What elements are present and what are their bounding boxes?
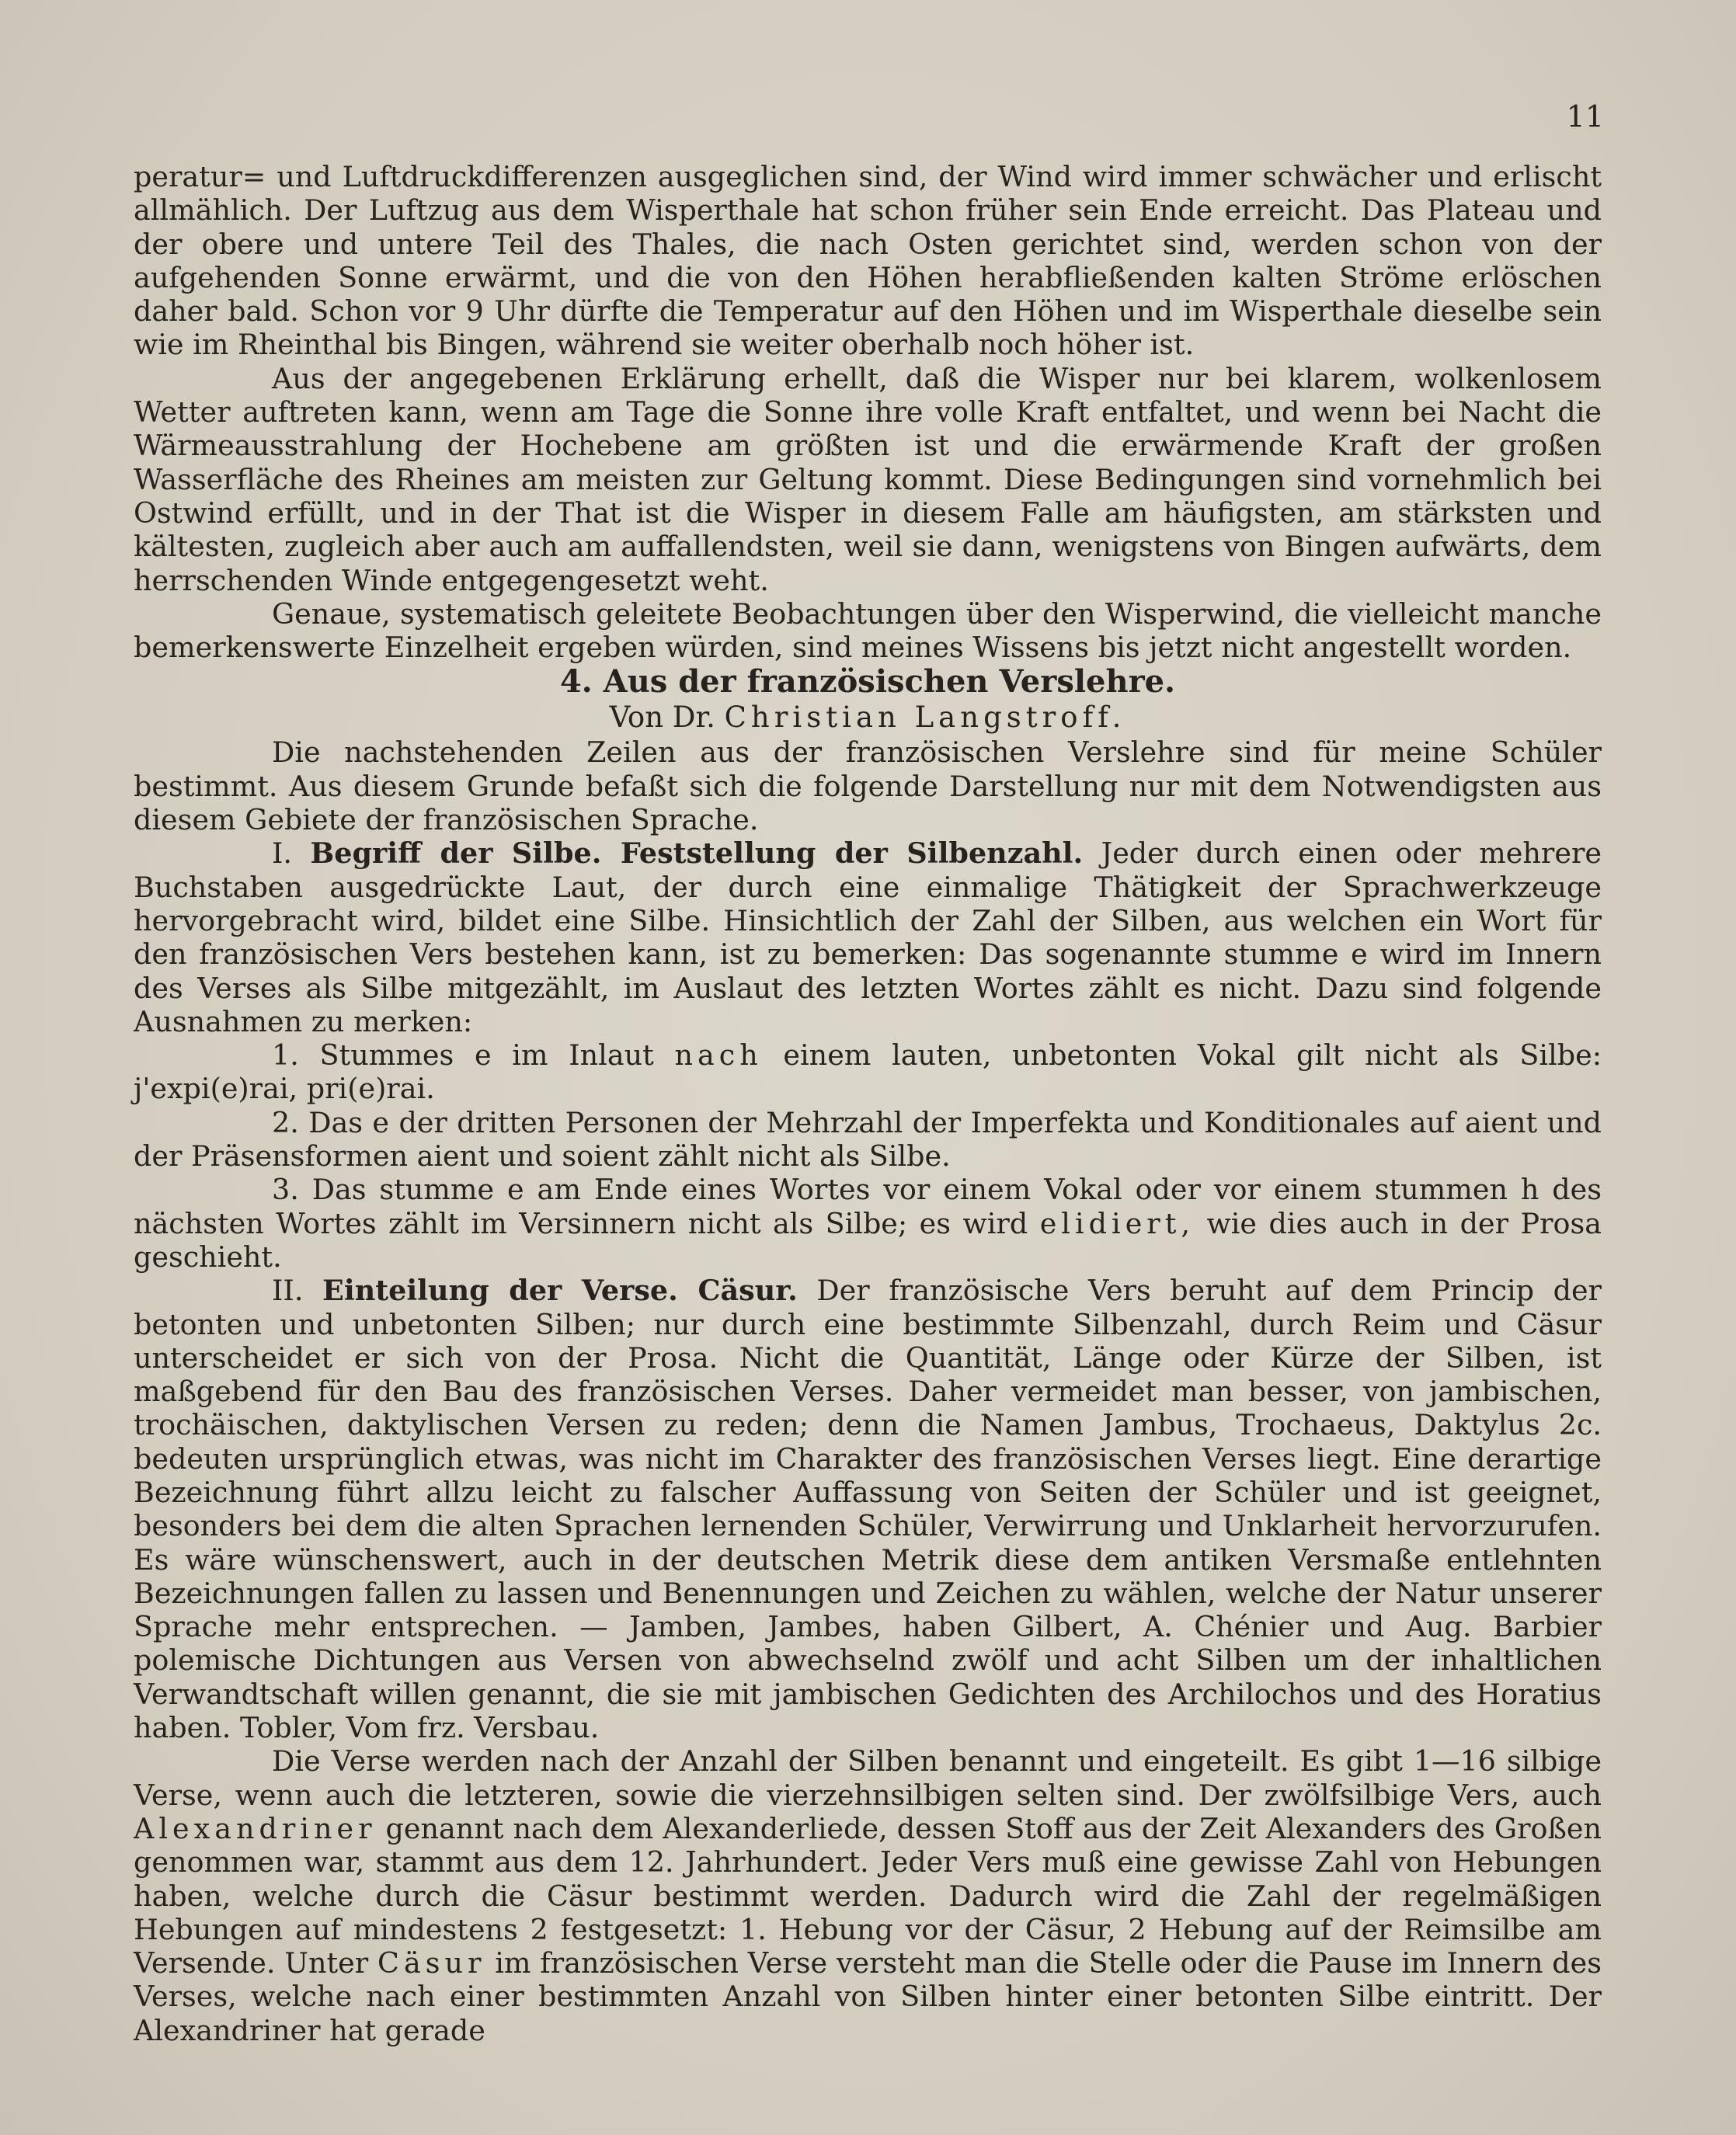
page-number: 11	[1566, 99, 1604, 134]
item3-spaced-word: elidiert,	[1039, 1206, 1195, 1240]
part1-heading: Begriff der Silbe. Feststellung der Silbenzahl.	[310, 836, 1084, 871]
part1-item-2: 2. Das e der dritten Personen der Mehrzahl der Imperfekta und Konditionales auf aient und der Präsensformen aient und soient zählt nicht als Silbe.	[134, 1105, 1602, 1174]
p2-spaced-alexandriner: Alexandriner	[134, 1811, 377, 1845]
item3-text-a: 3. Das stumme e am Ende eines Wortes vor einem Vokal oder vor einem stummen h des nächsten Wortes zählt im Versinnern nicht als Silbe; es wird	[134, 1173, 1602, 1240]
part2-paragraph-verses	[134, 1744, 1602, 2047]
part1-item-3	[134, 1173, 1602, 1274]
part1-text: Jeder durch einen oder mehrere Buchstaben ausgedrückte Laut, der durch eine einmalige Thätigkeit der Sprachwerkzeuge hervorgebracht wird, bildet eine Silbe. Hinsichtlich der Zahl der Silben, aus welchen ein Wort für den französischen Vers bestehen kann, ist zu bemerken: Das sogenannte stumme e wird im Innern des Verses als Silbe mitgezählt, im Auslaut des letzten Wortes zählt es nicht. Dazu sind folgende Ausnahmen zu merken:	[134, 836, 1602, 1038]
p2-text-b: genannt nach dem Alexanderliede, dessen Stoff aus der Zeit Alexanders des Großen genommen war, stammt aus dem 12. Jahrhundert. Jeder Vers muß eine gewisse Zahl von Hebungen haben, welche durch die Cäsur bestimmt werden. Dadurch wird die Zahl der regelmäßigen Hebungen auf mindestens 2 festgesetzt: 1. Hebung vor der Cäsur, 2 Hebung auf der Reimsilbe am Versende. Unter	[134, 1811, 1602, 1980]
item1-text-b: einem lauten, unbetonten Vokal gilt nicht als Silbe: j'expi(e)rai, pri(e)rai.	[134, 1038, 1602, 1106]
part2-paragraph	[134, 1274, 1602, 1744]
byline	[134, 700, 1602, 735]
byline-prefix: Von Dr.	[609, 701, 715, 735]
item1-spaced-word: nach	[674, 1038, 763, 1073]
part1-paragraph	[134, 836, 1602, 1038]
paragraph-continuation: peratur= und Luftdruckdifferenzen ausgeglichen sind, der Wind wird immer schwächer und erlischt allmählich. Der Luftzug aus dem Wisperthale hat schon früher sein Ende erreicht. Das Plateau und der obere und untere Teil des Thales, die nach Osten gerichtet sind, werden schon von der aufgehenden Sonne erwärmt, und die von den Höhen herabfließenden kalten Ströme erlöschen daher bald. Schon vor 9 Uhr dürfte die Temperatur auf den Höhen und im Wisperthale dieselbe sein wie im Rheinthal bis Bingen, während sie weiter oberhalb noch höher ist.	[134, 160, 1602, 362]
part1-numeral: I.	[272, 836, 293, 871]
section-title: 4. Aus der französischen Verslehre.	[559, 663, 1176, 701]
p2-text-a: Die Verse werden nach der Anzahl der Silben benannt und eingeteilt. Es gibt 1—16 silbige Verse, wenn auch die letzteren, sowie die vierzehnsilbigen selten sind. Der zwölfsilbige Vers, auch	[134, 1744, 1602, 1812]
p2-text-c: im französischen Verse versteht man die Stelle oder die Pause im Innern des Verses, welche nach einer bestimmten Anzahl von Silben hinter einer betonten Silbe eintritt. Der Alexandriner hat gerade	[134, 1946, 1602, 2047]
part1-item-1	[134, 1038, 1602, 1106]
part2-heading: Einteilung der Verse. Cäsur.	[322, 1274, 798, 1308]
byline-author: Christian Langstroff.	[724, 701, 1126, 735]
part2-text: Der französische Vers beruht auf dem Princip der betonten und unbetonten Silben; nur durch eine bestimmte Silbenzahl, durch Reim und Cäsur unterscheidet er sich von der Prosa. Nicht die Quantität, Länge oder Kürze der Silben, ist maßgebend für den Bau des französischen Verses. Daher vermeidet man besser, von jambischen, trochäischen, daktylischen Versen zu reden; denn die Namen Jambus, Trochaeus, Daktylus 2c. bedeuten ursprünglich etwas, was nicht im Charakter des französischen Verses liegt. Eine derartige Bezeichnung führt allzu leicht zu falscher Auffassung von Seiten der Schüler und ist geeignet, besonders bei dem die alten Sprachen lernenden Schüler, Verwirrung und Unklarheit hervorzurufen. Es wäre wünschenswert, auch in der deutschen Metrik diese dem antiken Versmaße entlehnten Bezeichnungen fallen zu lassen und Benennungen und Zeichen zu wählen, welche der Natur unserer Sprache mehr entsprechen. — Jamben, Jambes, haben Gilbert, A. Chénier und Aug. Barbier polemische Dichtungen aus Versen von abwechselnd zwölf und acht Silben um der inhaltlichen Verwandtschaft willen genannt, die sie mit jambischen Gedichten des Archilochos und des Horatius haben. Tobler, Vom frz. Versbau.	[134, 1274, 1602, 1745]
paragraph-observations: Genaue, systematisch geleitete Beobachtungen über den Wisperwind, die vielleicht manche bemerkenswerte Einzelheit ergeben würden, sind meines Wissens bis jetzt nicht angestellt worden.	[134, 596, 1602, 665]
text-block	[134, 160, 1602, 2047]
paragraph-intro: Die nachstehenden Zeilen aus der französischen Verslehre sind für meine Schüler bestimmt. Aus diesem Grunde befaßt sich die folgende Darstellung nur mit dem Notwendigsten aus diesem Gebiete der französischen Sprache.	[134, 735, 1602, 837]
part2-numeral: II.	[272, 1274, 304, 1308]
p2-spaced-caesur: Cäsur	[377, 1946, 486, 1980]
paragraph-explanation: Aus der angegebenen Erklärung erhellt, daß die Wisper nur bei klarem, wolkenlosem Wetter auftreten kann, wenn am Tage die Sonne ihre volle Kraft entfaltet, und wenn bei Nacht die Wärmeausstrahlung der Hochebene am größten ist und die erwärmende Kraft der großen Wasserfläche des Rheines am meisten zur Geltung kommt. Diese Bedingungen sind vornehmlich bei Ostwind erfüllt, und in der That ist die Wisper in diesem Falle am häufigsten, am stärksten und kältesten, zugleich aber auch am auffallendsten, weil sie dann, wenigstens von Bingen aufwärts, dem herrschenden Winde entgegengesetzt weht.	[134, 361, 1602, 597]
item3-text-b: wie dies auch in der Prosa geschieht.	[134, 1206, 1602, 1274]
item1-text-a: 1. Stummes e im Inlaut	[272, 1038, 654, 1073]
